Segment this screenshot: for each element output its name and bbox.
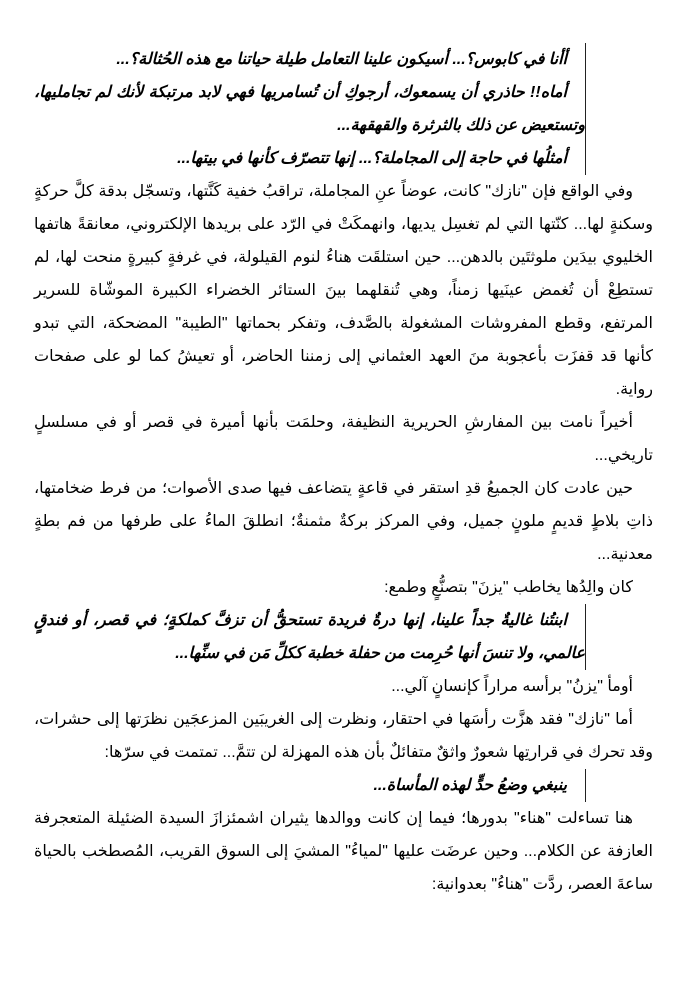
quote-block-2 bbox=[34, 604, 586, 670]
quote-block-1 bbox=[34, 43, 586, 175]
document-page bbox=[34, 43, 653, 901]
body-paragraph: وفي الواقع فإن "نازك" كانت، عوضاً عنِ المجاملة، تراقبُ خفية كَنَّتها، وتسجّل بدقة كلَّ حركةٍ وسكنةٍ لها... كنّتها التي لم تغسِل يديها، وانهمكَتْ في الرّد على بريدها الإلكتروني، معانقةً هاتفها الخليوي بيدَين ملوثتَين بالدهن... حين استلقَت هناءُ لنوم القيلولة، في غرفةٍ كبيرةٍ منحت لها، لم تستطِعْ أن تُغمض عينَيها زمناً، وهي تُنقلهما بينَ الستائر الخضراء الكبيرة الموشّاة للسرير المرتفع، وقطع المفروشات المشغولة بالصَّدف، وتفكر بحماتها "الطيبة" المضحكة، التي تبدو كأنها قد قفزَت بأعجوبة منَ العهد العثماني إلى زمننا الحاضر، أو تعيشُ كما لو على صفحات رواية. bbox=[34, 183, 653, 398]
body-paragraph: أما "نازك" فقد هزَّت رأسَها في احتقار، ونظرت إلى الغريبَين المزعجَين نظرَتها إلى حشرات، وقد تحرك في قرارتِها شعورٌ واثقٌ متفائلٌ بأن هذه المهزلة لن تتمَّ... تمتمت في سرّها: bbox=[34, 711, 653, 761]
body-paragraph: أومأ "يزنُ" برأسه مراراً كإنسانٍ آلي... bbox=[391, 678, 633, 695]
body-paragraph: حين عادت كان الجميعُ قدِ استقر في قاعةٍ يتضاعف فيها صدى الأصوات؛ من فرط ضخامتها، ذاتِ بلاطٍ قديمٍ ملونٍ جميل، وفي المركز بركةٌ مثمنةٌ؛ انطلقَ الماءُ على طرفها من فم بطةٍ معدنية... bbox=[34, 480, 653, 563]
quote-line: ينبغي وضعُ حدٍّ لهذه المأساة... bbox=[373, 777, 567, 794]
quote-line: ابنتُنا غاليةٌ جداً علينا، إنها درةٌ فريدة تستحقُّ أن تزفَّ كملكةٍ؛ في قصر، أو فندقٍ عالمي، ولا تنسَ أنها حُرِمت من حفلة خطبة ككلِّ مَن في سنِّها... bbox=[34, 612, 585, 662]
quote-line: أماه!! حاذري أن يسمعوك، أرجوكِ أن تُسامريها فهي لابد مرتبكة لأنك لم تجامليها، وتستعيض عن ذلك بالثرثرة والقهقهة... bbox=[34, 84, 585, 134]
body-paragraph: هنا تساءلت "هناء" بدورها؛ فيما إن كانت ووالدها يثيران اشمئزازَ السيدة الضئيلة المتعجرفة العازفة عن الكلام... وحين عرضَت عليها "لمياءُ" المشيَ إلى السوق القريب، المُصطخب بالحياة ساعةَ العصر، ردَّت "هناءُ" بعدوانية: bbox=[34, 810, 653, 893]
quote-line: أمثلُها في حاجة إلى المجاملة؟... إنها تتصرّف كأنها في بيتها... bbox=[177, 150, 567, 167]
body-paragraph: أخيراً نامت بين المفارشِ الحريرية النظيفة، وحلمَت بأنها أميرة في قصر أو في مسلسلٍ تاريخي... bbox=[34, 414, 653, 464]
quote-block-3 bbox=[34, 769, 586, 802]
body-paragraph: كان والِدُها يخاطب "يزنَ" بتصنُّعٍ وطمع: bbox=[384, 579, 633, 596]
quote-line: أأنا في كابوس؟... أسيكون علينا التعامل طيلة حياتنا مع هذه الحُثالة؟... bbox=[116, 51, 567, 68]
